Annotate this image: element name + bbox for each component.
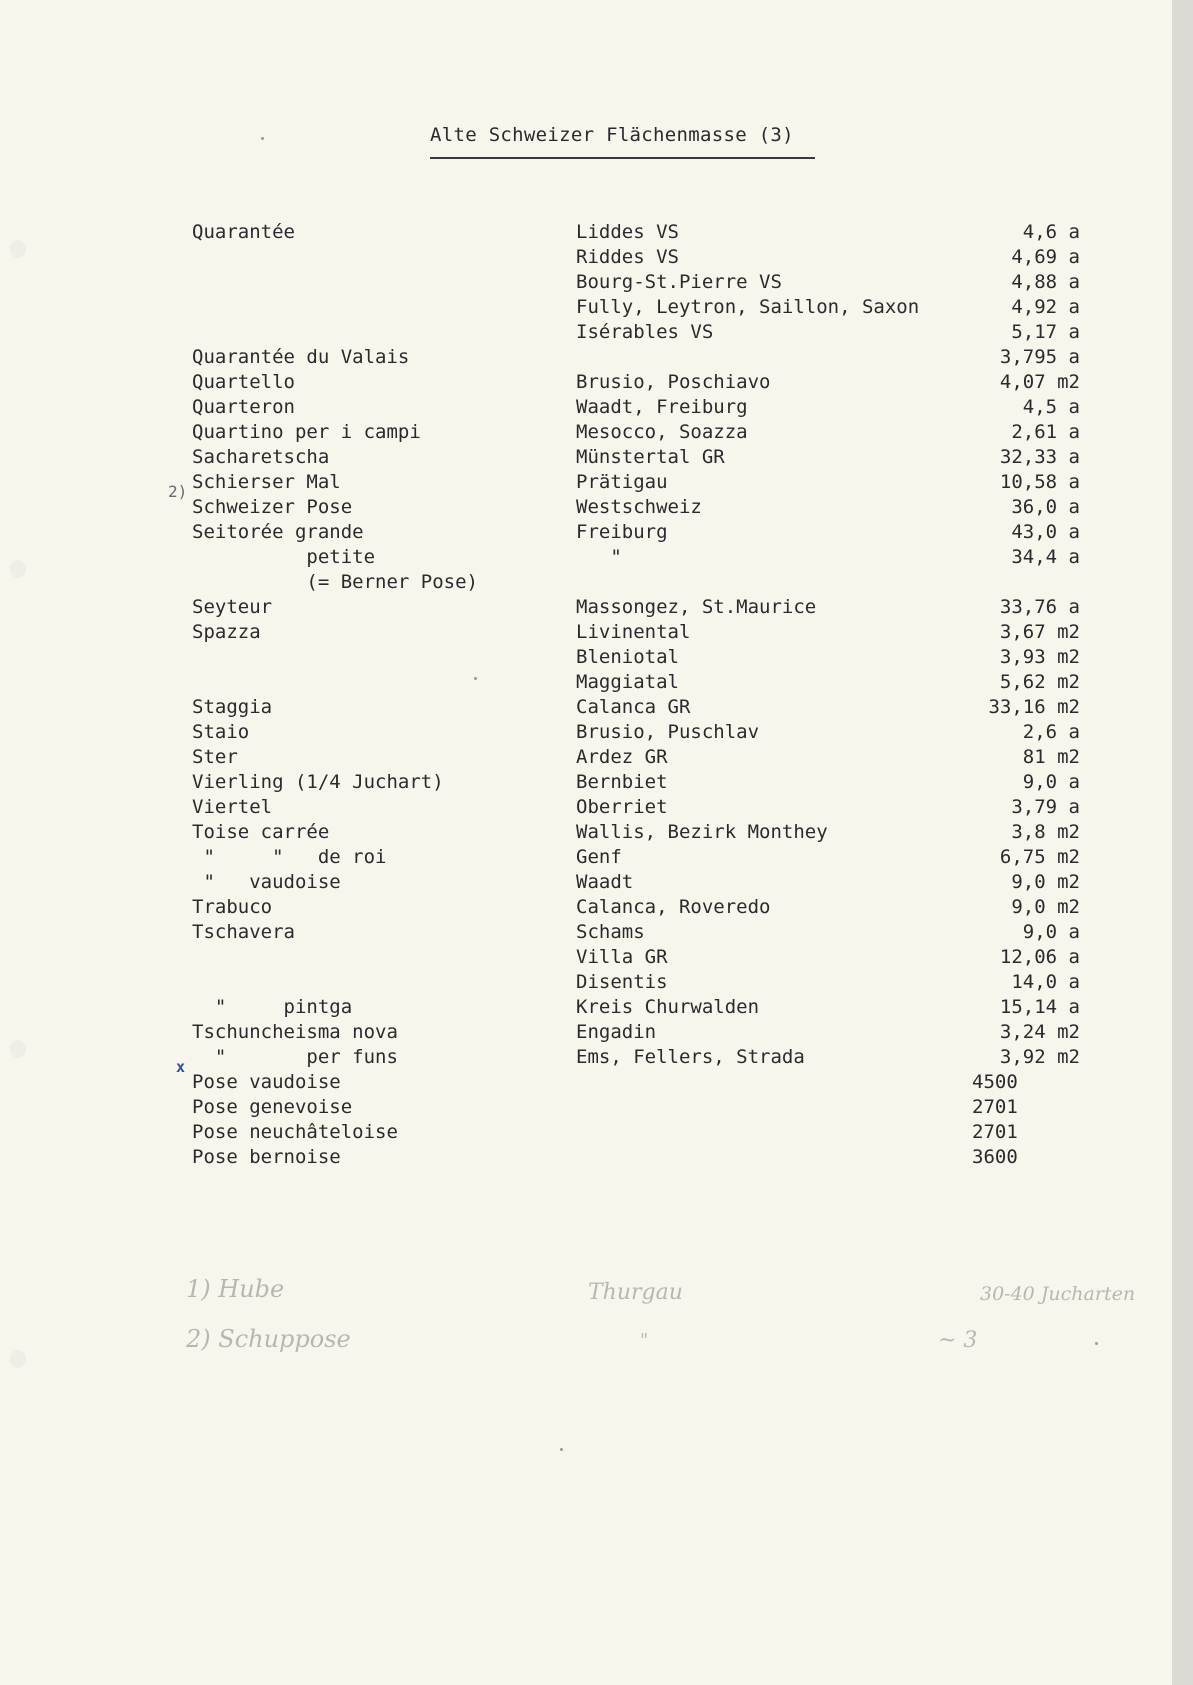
paper-speck xyxy=(261,137,264,140)
table-row xyxy=(0,695,1172,720)
paper-speck xyxy=(1095,1342,1098,1345)
measure-name: Tschuncheisma nova xyxy=(192,1021,398,1043)
paper-speck xyxy=(560,1448,563,1451)
measure-value: 5,62 m2 xyxy=(999,671,1080,693)
table-row xyxy=(0,870,1172,895)
table-row xyxy=(0,820,1172,845)
measure-name: Sacharetscha xyxy=(192,446,330,468)
measure-total: 2701 xyxy=(972,1096,1018,1118)
place-name: Brusio, Poschiavo xyxy=(576,371,771,393)
measure-name: Quarantée xyxy=(192,221,295,243)
place-name: Riddes VS xyxy=(576,246,679,268)
measure-value: 33,16 m2 xyxy=(988,696,1080,718)
measure-value: 9,0 a xyxy=(1022,921,1080,943)
place-name: Waadt xyxy=(576,871,634,893)
measure-name: Pose neuchâteloise xyxy=(192,1121,398,1143)
place-name: Livinental xyxy=(576,621,691,643)
page-title: Alte Schweizer Flächenmasse (3) xyxy=(430,124,794,146)
place-name: Mesocco, Soazza xyxy=(576,421,748,443)
measure-value: 2,61 a xyxy=(1011,421,1080,443)
table-row xyxy=(0,770,1172,795)
place-name: Schams xyxy=(576,921,645,943)
place-name: Bourg-St.Pierre VS xyxy=(576,271,782,293)
measure-value: 43,0 a xyxy=(1011,521,1080,543)
measure-name: Pose genevoise xyxy=(192,1096,353,1118)
handwritten-note-3: Thurgau xyxy=(588,1280,683,1305)
measure-value: 15,14 a xyxy=(999,996,1080,1018)
footnote-marker-2: 2) xyxy=(168,482,188,501)
table-row xyxy=(0,445,1172,470)
place-name: Disentis xyxy=(576,971,668,993)
measure-value: 9,0 m2 xyxy=(1011,896,1080,918)
place-name: Bleniotal xyxy=(576,646,679,668)
table-row xyxy=(0,1020,1172,1045)
handwritten-note-2: 2) Schuppose xyxy=(186,1325,351,1353)
place-name: Massongez, St.Maurice xyxy=(576,596,817,618)
measure-name: " " de roi xyxy=(192,846,387,868)
table-row xyxy=(0,920,1172,945)
place-name: Liddes VS xyxy=(576,221,679,243)
measure-name: Seyteur xyxy=(192,596,273,618)
table-row xyxy=(0,545,1172,570)
place-name: Westschweiz xyxy=(576,496,702,518)
measure-name: Pose vaudoise xyxy=(192,1071,341,1093)
measure-total: 2701 xyxy=(972,1121,1018,1143)
measure-value: 9,0 a xyxy=(1022,771,1080,793)
handwritten-note-1: 1) Hube xyxy=(186,1275,285,1303)
measure-value: 4,88 a xyxy=(1011,271,1080,293)
measure-value: 10,58 a xyxy=(999,471,1080,493)
table-row xyxy=(0,795,1172,820)
place-name: Bernbiet xyxy=(576,771,668,793)
measure-value: 12,06 a xyxy=(999,946,1080,968)
table-row xyxy=(0,720,1172,745)
place-name: Kreis Churwalden xyxy=(576,996,760,1018)
place-name: Maggiatal xyxy=(576,671,679,693)
measure-name: Ster xyxy=(192,746,238,768)
table-row xyxy=(0,320,1172,345)
measure-name: Staio xyxy=(192,721,250,743)
place-name: Wallis, Bezirk Monthey xyxy=(576,821,828,843)
measure-name: Spazza xyxy=(192,621,261,643)
handwritten-note-5: 30-40 Jucharten xyxy=(980,1283,1136,1305)
measure-value: 4,69 a xyxy=(1011,246,1080,268)
table-row xyxy=(0,645,1172,670)
measure-name: Vierling (1/4 Juchart) xyxy=(192,771,444,793)
measure-total: 3600 xyxy=(972,1146,1018,1168)
measure-value: 5,17 a xyxy=(1011,321,1080,343)
measure-total: 4500 xyxy=(972,1071,1018,1093)
table-row xyxy=(0,345,1172,370)
measure-value: 3,93 m2 xyxy=(999,646,1080,668)
table-row xyxy=(0,1095,1172,1120)
place-name: Prätigau xyxy=(576,471,668,493)
table-row xyxy=(0,945,1172,970)
table-row xyxy=(0,1120,1172,1145)
measure-value: 3,79 a xyxy=(1011,796,1080,818)
measure-name: Quartello xyxy=(192,371,295,393)
table-row xyxy=(0,620,1172,645)
measure-name: Viertel xyxy=(192,796,273,818)
table-row xyxy=(0,395,1172,420)
measure-value: 4,92 a xyxy=(1011,296,1080,318)
measure-name: " pintga xyxy=(192,996,353,1018)
place-name: Engadin xyxy=(576,1021,657,1043)
measure-value: 36,0 a xyxy=(1011,496,1080,518)
table-row xyxy=(0,420,1172,445)
place-name: Freiburg xyxy=(576,521,668,543)
measure-name: Toise carrée xyxy=(192,821,330,843)
handwritten-note-4: " xyxy=(640,1330,649,1351)
measure-name: Staggia xyxy=(192,696,273,718)
place-name: Münstertal GR xyxy=(576,446,725,468)
table-row xyxy=(0,370,1172,395)
title-underline xyxy=(430,157,815,159)
table-row xyxy=(0,245,1172,270)
punch-hole xyxy=(10,1350,26,1368)
place-name: Isérables VS xyxy=(576,321,714,343)
measure-value: 9,0 m2 xyxy=(1011,871,1080,893)
measure-value: 3,67 m2 xyxy=(999,621,1080,643)
table-row xyxy=(0,745,1172,770)
place-name: " xyxy=(576,546,622,568)
place-name: Calanca, Roveredo xyxy=(576,896,771,918)
place-name: Brusio, Puschlav xyxy=(576,721,760,743)
table-row xyxy=(0,570,1172,595)
measure-name: Quarteron xyxy=(192,396,295,418)
measure-name: Schierser Mal xyxy=(192,471,341,493)
paper-speck xyxy=(474,677,477,680)
measure-name: Quartino per i campi xyxy=(192,421,421,443)
measure-name: (= Berner Pose) xyxy=(192,571,478,593)
place-name: Ems, Fellers, Strada xyxy=(576,1046,805,1068)
measure-value: 4,6 a xyxy=(1022,221,1080,243)
measure-value: 2,6 a xyxy=(1022,721,1080,743)
handwritten-note-6: ~ 3 xyxy=(938,1328,978,1353)
measure-name: " per funs xyxy=(192,1046,398,1068)
measure-value: 32,33 a xyxy=(999,446,1080,468)
measure-name: Tschavera xyxy=(192,921,295,943)
place-name: Ardez GR xyxy=(576,746,668,768)
measure-name: Quarantée du Valais xyxy=(192,346,410,368)
measure-value: 4,5 a xyxy=(1022,396,1080,418)
measure-value: 4,07 m2 xyxy=(999,371,1080,393)
table-row xyxy=(0,995,1172,1020)
place-name: Fully, Leytron, Saillon, Saxon xyxy=(576,296,920,318)
table-row xyxy=(0,845,1172,870)
measure-name: Trabuco xyxy=(192,896,273,918)
measure-name: Seitorée grande xyxy=(192,521,364,543)
measure-name: petite xyxy=(192,546,376,568)
table-row xyxy=(0,670,1172,695)
table-row xyxy=(0,1145,1172,1170)
measure-value: 81 m2 xyxy=(1022,746,1080,768)
measure-value: 33,76 a xyxy=(999,596,1080,618)
table-row xyxy=(0,595,1172,620)
table-row xyxy=(0,520,1172,545)
measure-value: 14,0 a xyxy=(1011,971,1080,993)
table-row xyxy=(0,970,1172,995)
measure-value: 3,795 a xyxy=(999,346,1080,368)
measure-value: 6,75 m2 xyxy=(999,846,1080,868)
page-edge xyxy=(1172,0,1193,1685)
place-name: Genf xyxy=(576,846,622,868)
table-row xyxy=(0,270,1172,295)
measure-name: Pose bernoise xyxy=(192,1146,341,1168)
measure-name: Schweizer Pose xyxy=(192,496,353,518)
place-name: Waadt, Freiburg xyxy=(576,396,748,418)
place-name: Calanca GR xyxy=(576,696,691,718)
table-row xyxy=(0,220,1172,245)
table-row xyxy=(0,895,1172,920)
measure-name: " vaudoise xyxy=(192,871,341,893)
measure-value: 3,8 m2 xyxy=(1011,821,1080,843)
measure-value: 3,24 m2 xyxy=(999,1021,1080,1043)
place-name: Villa GR xyxy=(576,946,668,968)
cross-mark-icon: x xyxy=(176,1058,186,1076)
measure-value: 34,4 a xyxy=(1011,546,1080,568)
measure-value: 3,92 m2 xyxy=(999,1046,1080,1068)
place-name: Oberriet xyxy=(576,796,668,818)
table-row xyxy=(0,295,1172,320)
